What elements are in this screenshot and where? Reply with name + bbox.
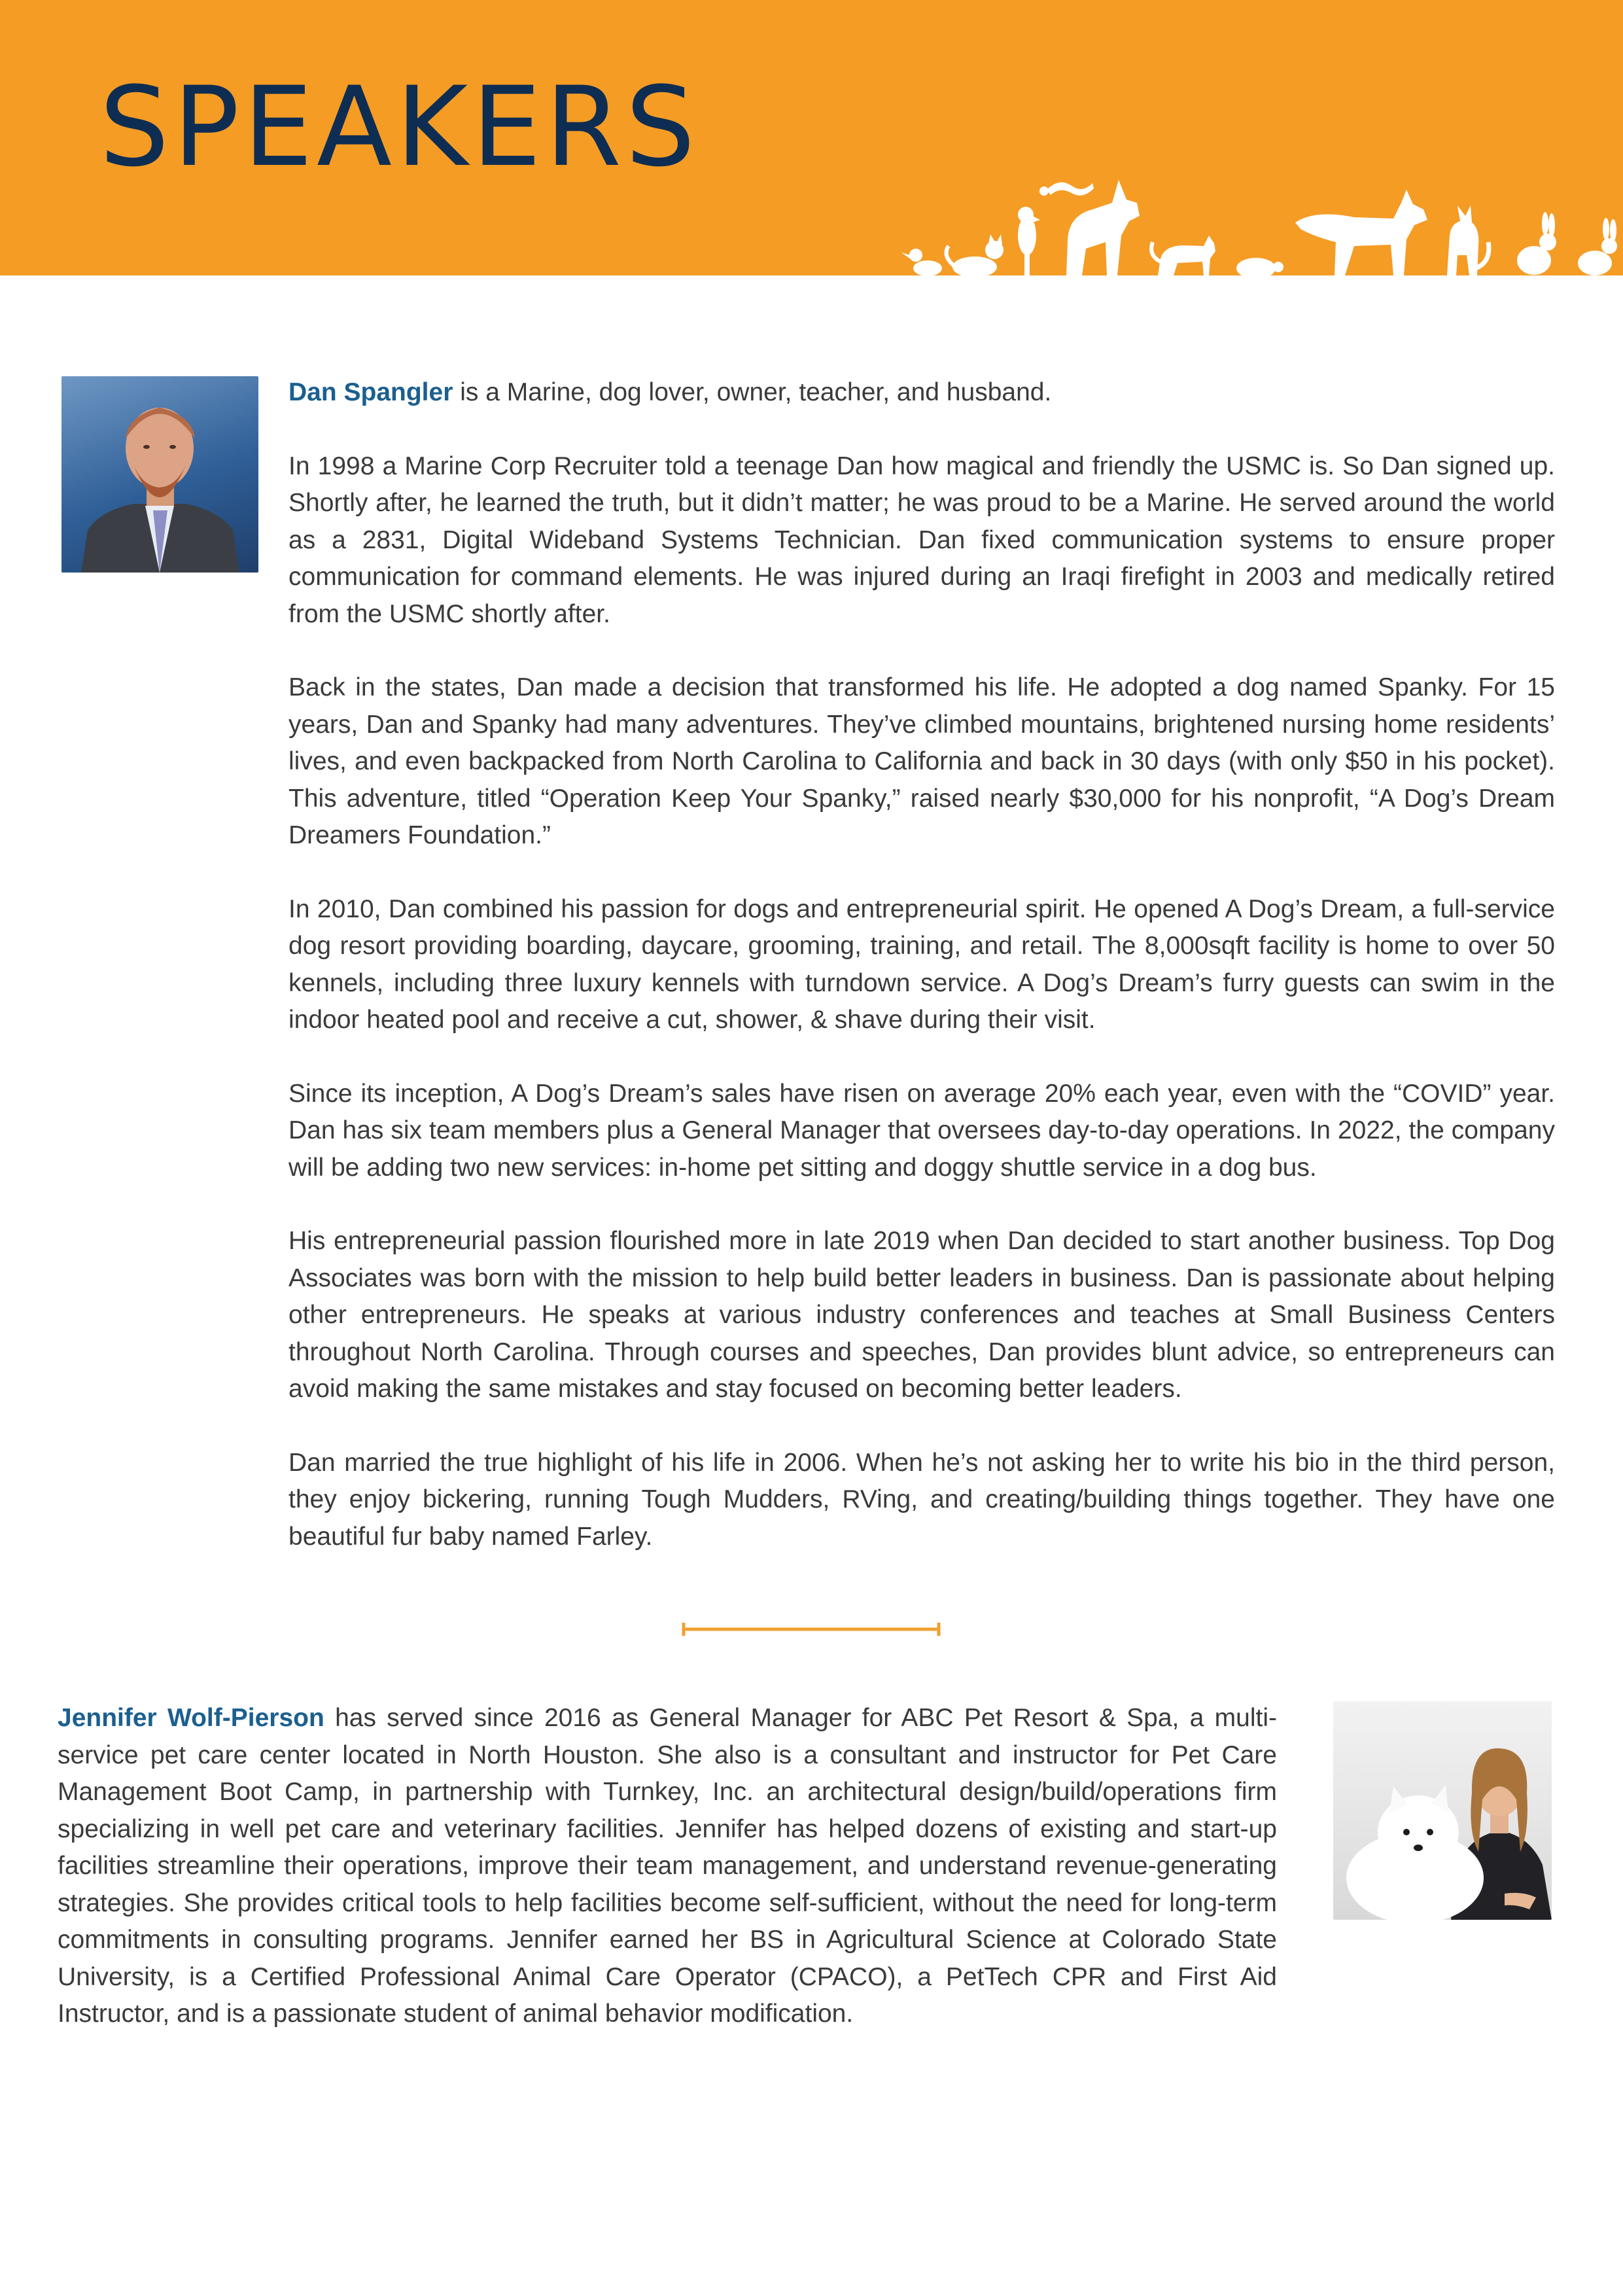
dan-spangler-bio (288, 374, 1555, 1592)
speaker-name: Jennifer Wolf-Pierson (58, 1704, 324, 1732)
portrait-with-dog-photo-icon (1333, 1701, 1552, 1920)
bio-paragraph: Jennifer Wolf-Pierson has served since 2016 as General Manager for ABC Pet Resort & Spa, a multi-service pet care center located in North Houston. She also is a consultant and instructor for Pet Care Management Boot Camp, in partnership with Turnkey, Inc. an architectural design/build/operations firm specializing in well pet care and veterinary facilities. Jennifer has helped dozens of existing and start-up facilities streamline their operations, improve their team management, and understand revenue-generating strategies. She provides critical tools to help facilities become self-sufficient, without the need for long-term commitments in consulting programs. Jennifer earned her BS in Agricultural Science at Colorado State University, is a Certified Professional Animal Care Operator (CPACO), a PetTech CPR and First Aid Instructor, and is a passionate student of animal behavior modification. (58, 1704, 1277, 2028)
cat-icon (946, 234, 1003, 275)
bio-paragraph: Back in the states, Dan made a decision that transformed his life. He adopted a dog named Spanky. For 15 years, Dan and Spanky had many adventures. They’ve climbed mountains, brightened nursing home residents’ lives, and even backpacked from North Carolina to California and back in 30 days (with only $50 in his pocket). This adventure, titled “Operation Keep Your Spanky,” raised nearly $30,000 for his nonprofit, “A Dog’s Dream Dreamers Foundation.” (288, 673, 1555, 849)
jennifer-wolf-pierson-photo (1333, 1701, 1552, 1920)
speaker-name: Dan Spangler (288, 378, 453, 406)
bird-icon (901, 249, 942, 275)
bio-paragraph: His entrepreneurial passion flourished more in late 2019 when Dan decided to start another business. Top Dog Associates was born with the mission to help build better leaders in business. Dan is passionate about helping other entrepreneurs. He speaks at various industry conferences and teaches at Small Business Centers throughout North Carolina. Through courses and speeches, Dan provides blunt advice, so entrepreneurs can avoid making the same mistakes and stay focused on becoming better leaders. (288, 1227, 1555, 1403)
bio-paragraph: In 2010, Dan combined his passion for dogs and entrepreneurial spirit. He opened A Dog’s Dream, a full-service dog resort providing boarding, daycare, grooming, training, and retail. The 8,000sqft facility is home to over 50 kennels, including three luxury kennels with turndown service. A Dog’s Dream’s furry guests can swim in the indoor heated pool and receive a cut, shower, & shave during their visit. (288, 894, 1555, 1034)
parrot-icon (1018, 207, 1040, 275)
rabbit-icon (1517, 212, 1556, 275)
bio-paragraph: In 1998 a Marine Corp Recruiter told a teenage Dan how magical and friendly the USMC is. So Dan signed up. Shortly after, he learned the truth, but it didn’t matter; he was proud to be a Marine. He served around the world as a 2831, Digital Wideband Systems Technician. Dan fixed communication systems to ensure proper communication for command elements. He was injured during an Iraqi firefight in 2003 and medically retired from the USMC shortly after. (288, 451, 1555, 628)
cat-icon (1151, 236, 1215, 275)
rabbit-icon (1578, 218, 1617, 275)
lizard-icon (1039, 183, 1094, 196)
animal-silhouettes (896, 164, 1623, 275)
bio-paragraph: Dan Spangler is a Marine, dog lover, owner, teacher, and husband. (288, 378, 1052, 406)
cat-icon (1447, 205, 1489, 275)
turtle-icon (1236, 258, 1283, 275)
bio-paragraph: Dan married the true highlight of his life in 2006. When he’s not asking her to write his bio in the third person, they enjoy bickering, running Tough Mudders, RVing, and creating/building things together. They have one beautiful fur baby named Farley. (288, 1448, 1555, 1551)
section-divider (682, 1621, 941, 1637)
bio-paragraph: Since its inception, A Dog’s Dream’s sales have risen on average 20% each year, even with the “COVID” year. Dan has six team members plus a General Manager that oversees day-to-day operations. In 2022, the company will be adding two new services: in-home pet sitting and doggy shuttle service in a dog bus. (288, 1079, 1555, 1182)
shepherd-dog-icon (1295, 190, 1427, 275)
portrait-photo-icon (61, 376, 258, 573)
dan-spangler-photo (61, 376, 258, 573)
header-banner (0, 0, 1623, 275)
jennifer-wolf-pierson-bio (58, 1700, 1277, 2033)
page-title: SPEAKERS (99, 63, 699, 191)
